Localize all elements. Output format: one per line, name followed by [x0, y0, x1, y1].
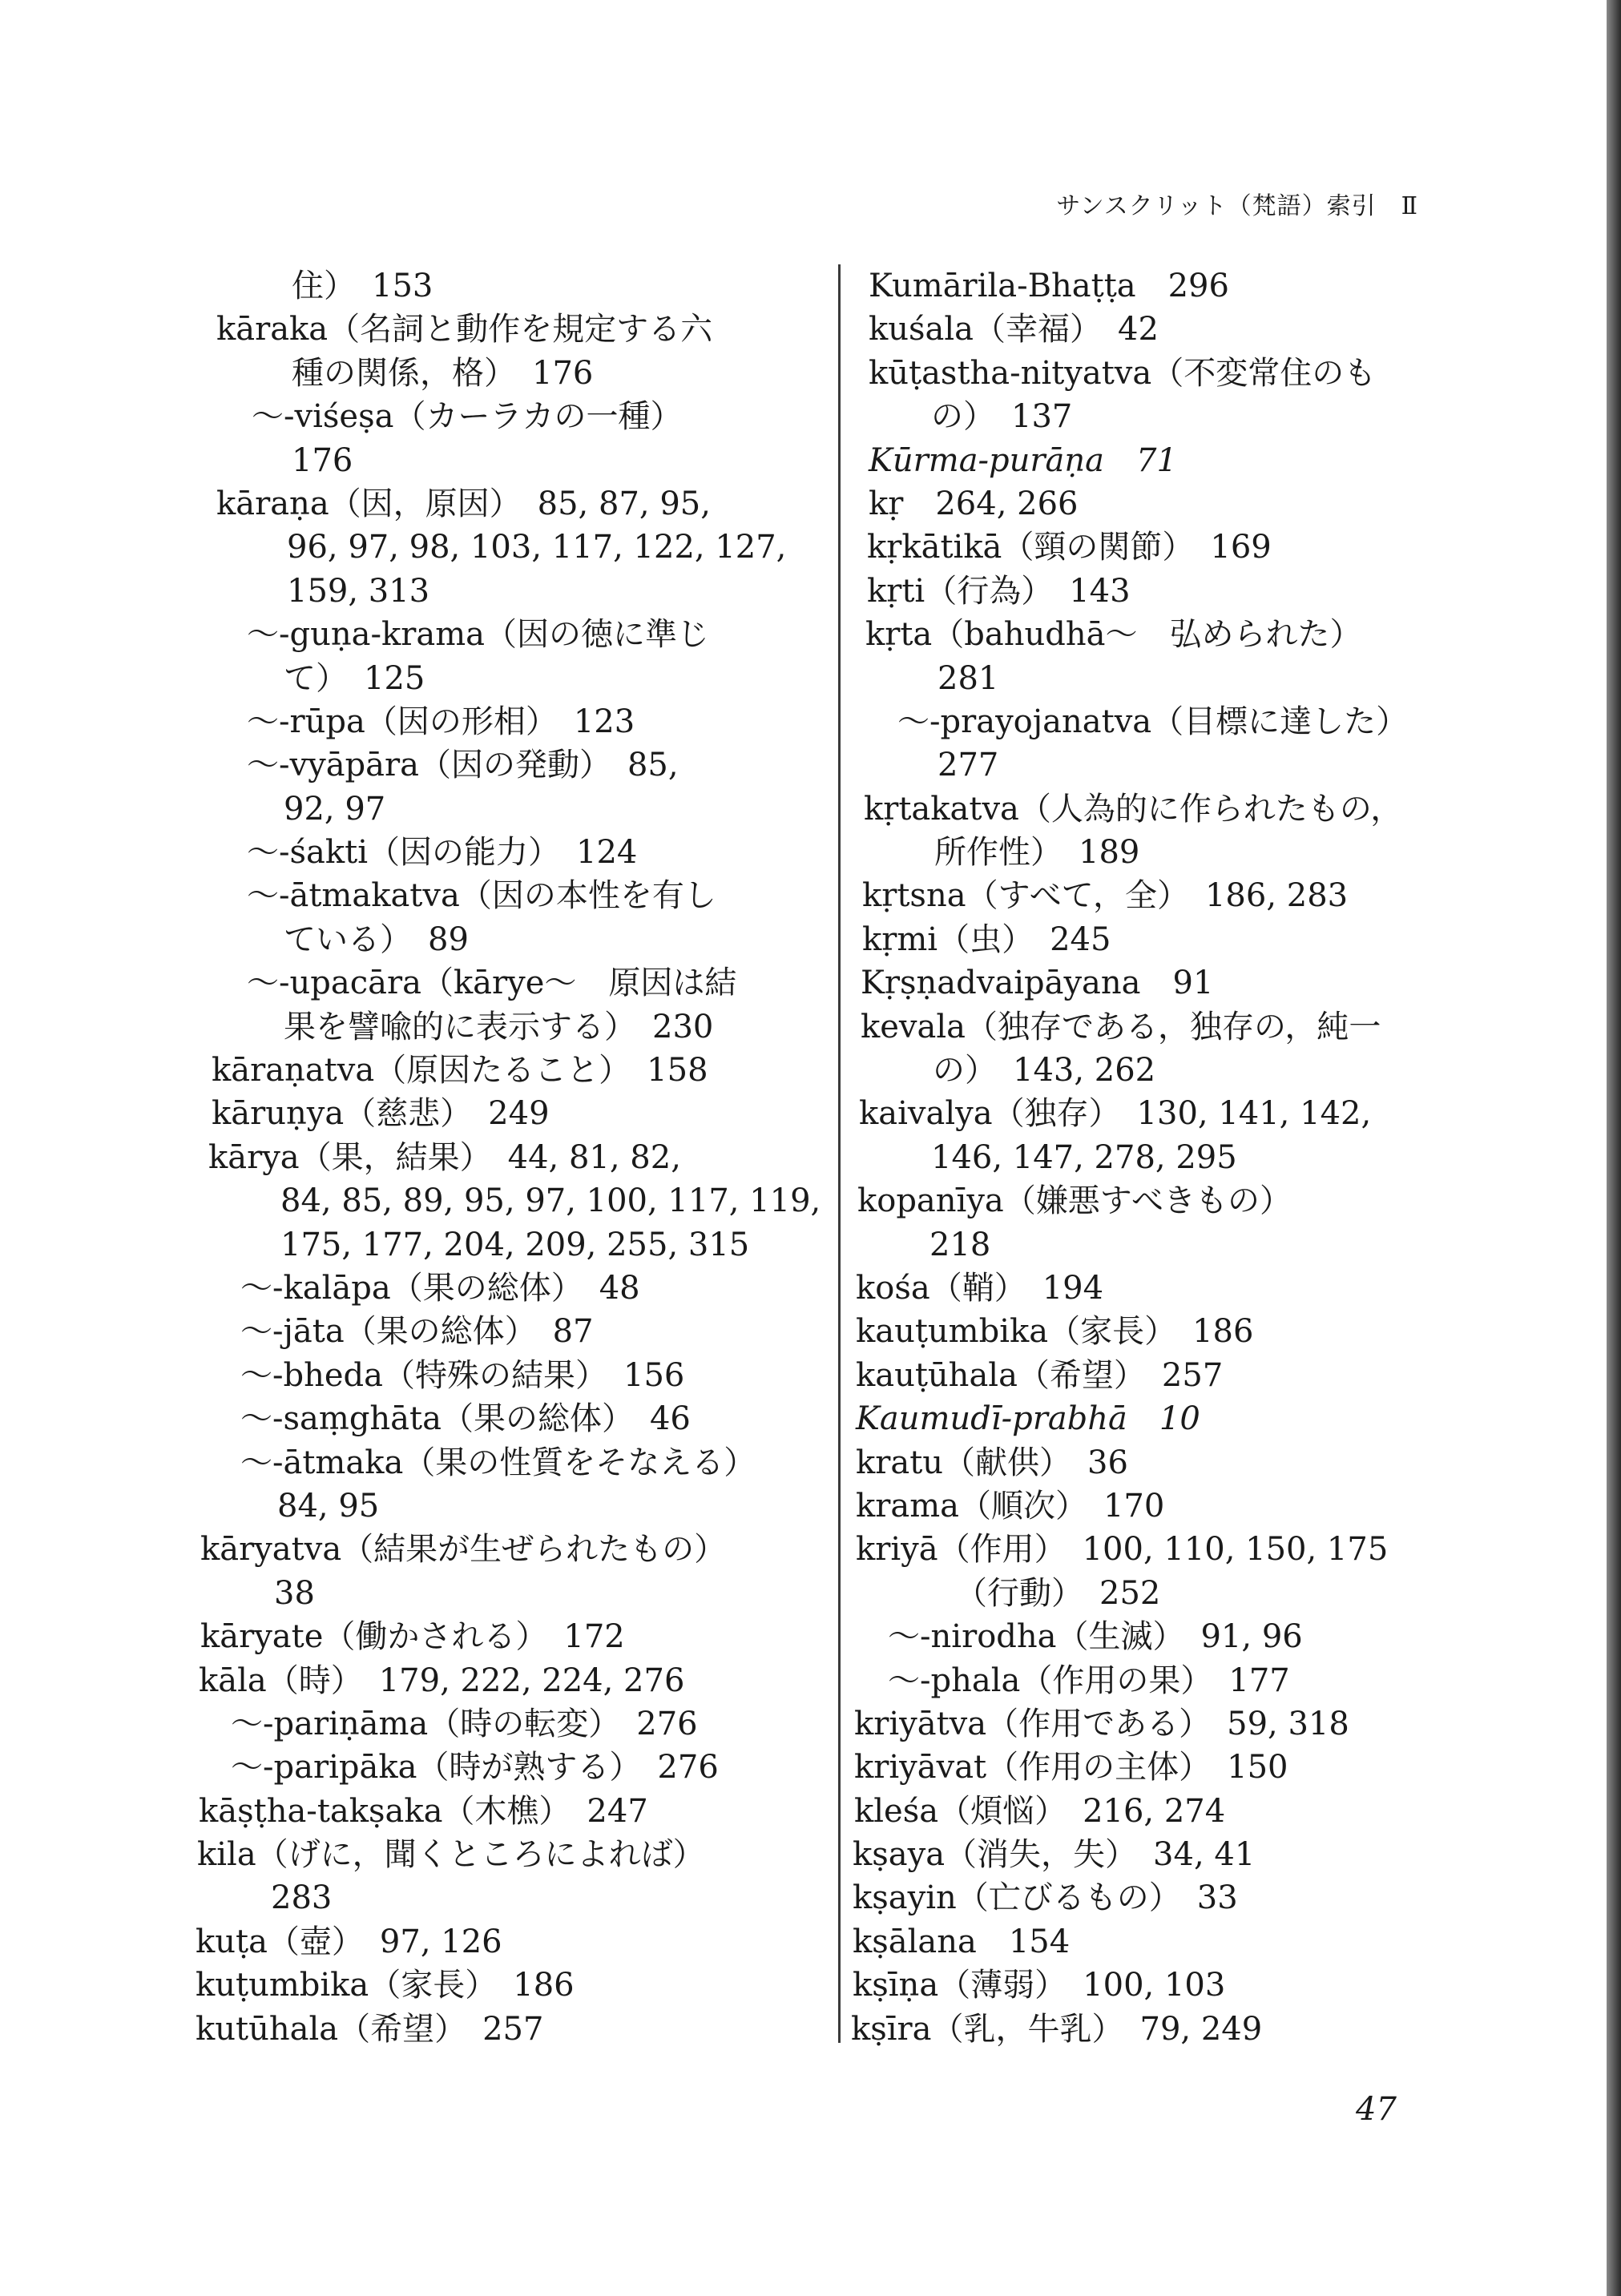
index-entry-line: 所作性） 189 — [934, 834, 1140, 872]
index-entry-line: kāraṇatva（原因たること） 158 — [212, 1052, 708, 1090]
index-entry-line: 175, 177, 204, 209, 255, 315 — [280, 1226, 750, 1263]
index-entry-line: 38 — [274, 1574, 315, 1612]
index-entry-line: 果を譬喩的に表示する） 230 — [284, 1008, 714, 1045]
index-entry-line: ～-paripāka（時が熟する） 276 — [231, 1749, 719, 1786]
index-entry-line: kāruṇya（慈悲） 249 — [212, 1095, 550, 1133]
index-entry-line: kevala（独存である，独存の，純一 — [861, 1008, 1381, 1045]
index-column-right — [848, 264, 1473, 2051]
index-entry-line: 176 — [292, 441, 353, 479]
index-entry-line: ている） 89 — [284, 920, 469, 958]
index-entry-line: kriyātva（作用である） 59, 318 — [854, 1705, 1349, 1742]
index-entry-line: kṛmi（虫） 245 — [862, 920, 1111, 958]
index-entry-line: kauṭūhala（希望） 257 — [856, 1356, 1224, 1394]
index-entry-line: Kumārila-Bhaṭṭa 296 — [869, 268, 1229, 304]
index-entry-line: kṛti（行為） 143 — [867, 572, 1131, 610]
index-entry-line: kutūhala（希望） 257 — [196, 2010, 544, 2048]
index-entry-line: ～-vyāpāra（因の発動） 85, — [247, 747, 679, 784]
index-entry-line: kāṣṭha-takṣaka（木樵） 247 — [199, 1792, 648, 1830]
running-header: サンスクリット（梵語）索引 Ⅱ — [1056, 192, 1418, 220]
index-entry-line: kṛtakatva（人為的に作られたもの， — [864, 790, 1403, 828]
index-entry-line: kuṭa（壺） 97, 126 — [196, 1923, 502, 1960]
index-entry-line: 92, 97 — [284, 790, 386, 828]
index-entry-line: kleśa（煩悩） 216, 274 — [854, 1792, 1226, 1830]
index-entry-line: kārya（果，結果） 44, 81, 82, — [208, 1138, 681, 1176]
index-column-left — [191, 264, 824, 2051]
index-entry-line: Kaumudī-prabhā 10 — [856, 1400, 1200, 1438]
index-entry-line: ～-bheda（特殊の結果） 156 — [240, 1356, 685, 1394]
index-entry-line: 281 — [938, 659, 999, 697]
index-entry-line: 96, 97, 98, 103, 117, 122, 127, — [287, 529, 787, 566]
index-entry-line: kuṭumbika（家長） 186 — [196, 1967, 575, 2004]
index-entry-line: の） 137 — [931, 398, 1073, 436]
index-entry-line: ～-ātmakatva（因の本性を有し — [247, 877, 716, 915]
index-entry-line: krama（順次） 170 — [856, 1487, 1165, 1525]
index-entry-line: kṛkātikā（頸の関節） 169 — [867, 529, 1272, 566]
index-entry-line: ～-ātmaka（果の性質をそなえる） — [240, 1444, 756, 1481]
index-entry-line: kṛ 264, 266 — [869, 485, 1079, 522]
index-entry-line: kopanīya（嫌悪すべきもの） — [857, 1182, 1292, 1220]
index-entry-line: kāla（時） 179, 222, 224, 276 — [199, 1662, 685, 1699]
index-entry-line: kāraka（名詞と動作を規定する六 — [216, 311, 713, 348]
index-entry-line: ～-jāta（果の総体） 87 — [240, 1313, 594, 1351]
index-entry-line: kūṭastha-nityatva（不変常住のも — [869, 354, 1377, 392]
index-entry-line: kṣālana 154 — [853, 1923, 1071, 1960]
index-entry-line: ～-pariṇāma（時の転変） 276 — [231, 1705, 698, 1742]
index-entry-line: kośa（鞘） 194 — [856, 1269, 1104, 1307]
index-entry-line: kuśala（幸福） 42 — [869, 311, 1159, 348]
index-entry-line: 146, 147, 278, 295 — [931, 1138, 1237, 1176]
index-entry-line: ～-upacāra（kārye～ 原因は結 — [247, 965, 737, 1002]
index-entry-line: ～-nirodha（生滅） 91, 96 — [888, 1618, 1303, 1656]
index-entry-line: kṣayin（亡びるもの） 33 — [853, 1879, 1238, 1917]
index-entry-line: 159, 313 — [287, 572, 430, 610]
index-entry-line: ～-viśeṣa（カーラカの一種） — [252, 398, 683, 436]
index-entry-line: ～-prayojanatva（目標に達した） — [897, 703, 1409, 740]
index-entry-line: 218 — [929, 1226, 991, 1263]
index-entry-line: ～-saṃghāta（果の総体） 46 — [240, 1400, 691, 1438]
index-entry-line: kāryate（働かされる） 172 — [200, 1618, 625, 1656]
index-entry-line: Kṛṣṇadvaipāyana 91 — [861, 965, 1214, 1002]
index-entry-line: kila（げに，聞くところによれば） — [197, 1836, 705, 1874]
index-entry-line: kauṭumbika（家長） 186 — [856, 1313, 1254, 1351]
index-entry-line: 種の関係，格） 176 — [292, 354, 594, 392]
index-entry-line: 277 — [938, 747, 999, 784]
index-entry-line: て） 125 — [284, 659, 425, 697]
index-entry-line: kriyā（作用） 100, 110, 150, 175 — [856, 1531, 1389, 1569]
index-entry-line: kṣaya（消失，失） 34, 41 — [853, 1836, 1256, 1874]
index-entry-line: kṣīra（乳，牛乳） 79, 249 — [851, 2010, 1263, 2048]
index-entry-line: kāraṇa（因，原因） 85, 87, 95, — [216, 485, 711, 522]
index-entry-line: 283 — [271, 1879, 333, 1917]
index-entry-line: kāryatva（結果が生ぜられたもの） — [200, 1531, 727, 1569]
column-divider — [838, 264, 841, 2043]
page-edge-shadow — [1607, 0, 1621, 2296]
index-entry-line: kriyāvat（作用の主体） 150 — [854, 1749, 1288, 1786]
index-entry-line: （行動） 252 — [955, 1574, 1161, 1612]
index-entry-line: ～-śakti（因の能力） 124 — [247, 834, 638, 872]
index-entry-line: 84, 95 — [277, 1487, 380, 1525]
index-entry-line: ～-kalāpa（果の総体） 48 — [240, 1269, 640, 1307]
index-entry-line: kaivalya（独存） 130, 141, 142, — [859, 1095, 1372, 1133]
index-entry-line: ～-guṇa-krama（因の徳に準じ — [247, 616, 709, 654]
index-entry-line: Kūrma-purāṇa 71 — [869, 441, 1177, 479]
index-entry-line: ～-rūpa（因の形相） 123 — [247, 703, 635, 740]
index-entry-line: 住） 153 — [292, 268, 433, 304]
index-entry-line: 84, 85, 89, 95, 97, 100, 117, 119, — [280, 1182, 821, 1220]
index-entry-line: kṣīṇa（薄弱） 100, 103 — [853, 1967, 1226, 2004]
index-entry-line: kṛta（bahudhā～ 弘められた） — [865, 616, 1362, 654]
index-entry-line: ～-phala（作用の果） 177 — [888, 1662, 1290, 1699]
index-entry-line: の） 143, 262 — [933, 1052, 1156, 1090]
index-entry-line: kṛtsna（すべて，全） 186, 283 — [862, 877, 1349, 915]
page-number: 47 — [1356, 2091, 1397, 2128]
index-entry-line: kratu（献供） 36 — [856, 1444, 1128, 1481]
